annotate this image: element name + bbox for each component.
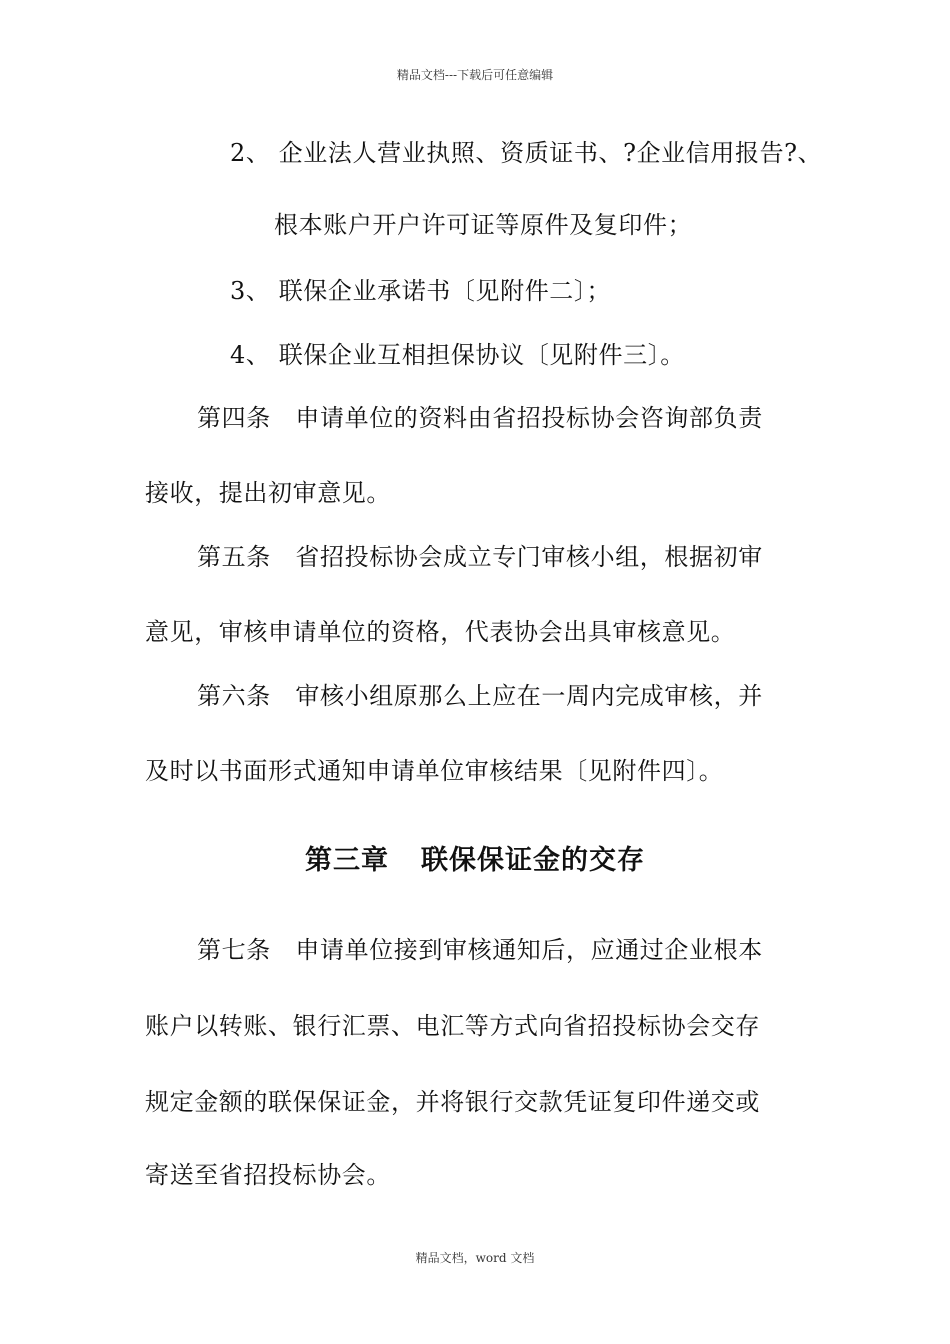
page-header: 精品文档---下载后可任意编辑 [396, 68, 554, 82]
article-7-line-2: 账户以转账、银行汇票、电汇等方式向省招投标协会交存 [145, 1012, 760, 1040]
chapter-heading [0, 844, 950, 878]
page-footer: 精品文档，word 文档 [415, 1251, 535, 1265]
item-3: 3、 联保企业承诺书〔见附件二〕； [230, 277, 612, 305]
article-7-line-3: 规定金额的联保保证金，并将银行交款凭证复印件递交或 [145, 1088, 760, 1116]
article-4-line-2: 接收，提出初审意见。 [145, 479, 391, 507]
item-4: 4、 联保企业互相担保协议〔见附件三〕。 [230, 341, 685, 369]
article-5-line-2: 意见，审核申请单位的资格，代表协会出具审核意见。 [145, 618, 736, 646]
article-7-line-4: 寄送至省招投标协会。 [145, 1161, 391, 1189]
item-2-line-2: 根本账户开户许可证等原件及复印件； [274, 211, 693, 239]
article-6-line-2: 及时以书面形式通知申请单位审核结果〔见附件四〕。 [145, 757, 724, 785]
article-6-line-1: 第六条 审核小组原那么上应在一周内完成审核，并 [197, 682, 763, 710]
chapter-number: 第三章 [305, 845, 389, 876]
item-2-line-1: 2、 企业法人营业执照、资质证书、?企业信用报告?、 [230, 139, 823, 167]
chapter-title: 联保保证金的交存 [421, 845, 645, 876]
article-4-line-1: 第四条 申请单位的资料由省招投标协会咨询部负责 [197, 404, 763, 432]
article-5-line-1: 第五条 省招投标协会成立专门审核小组，根据初审 [197, 543, 763, 571]
article-7-line-1: 第七条 申请单位接到审核通知后，应通过企业根本 [197, 936, 763, 964]
